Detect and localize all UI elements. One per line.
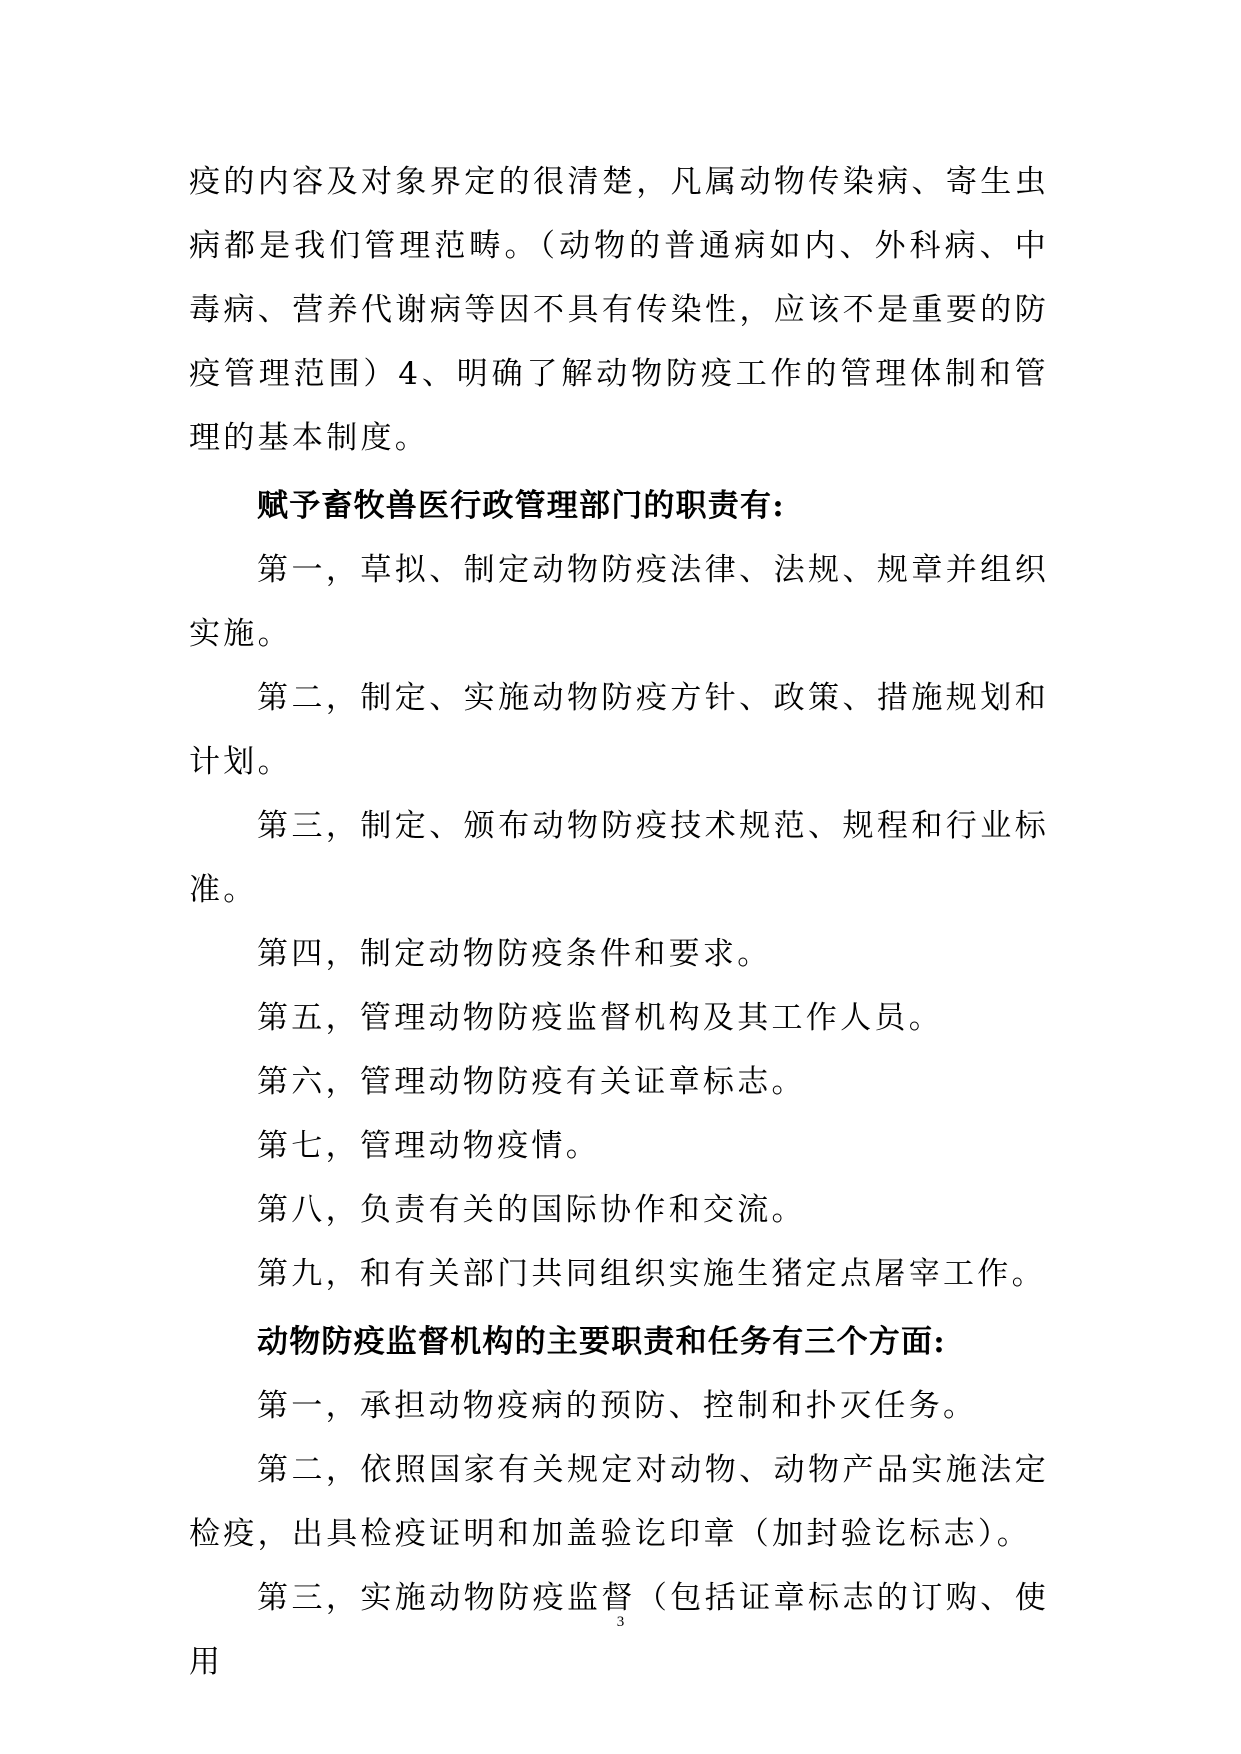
page-number: 3 <box>616 1614 625 1630</box>
paragraph-duty-7: 第七，管理动物疫情。 <box>257 1128 600 1164</box>
section-heading-livestock-admin-duties: 赋予畜牧兽医行政管理部门的职责有: <box>257 488 785 524</box>
paragraph-duty-9: 第九，和有关部门共同组织实施生猪定点屠宰工作。 <box>257 1256 1046 1292</box>
paragraph-duty-6: 第六，管理动物防疫有关证章标志。 <box>257 1064 806 1100</box>
paragraph-duty-8: 第八，负责有关的国际协作和交流。 <box>257 1192 806 1228</box>
paragraph-duty-2: 第二，制定、实施动物防疫方针、政策、措施规划和计划。 <box>189 680 1049 780</box>
paragraph-agency-task-1: 第一，承担动物疫病的预防、控制和扑灭任务。 <box>257 1388 978 1424</box>
paragraph-duty-3: 第三，制定、颁布动物防疫技术规范、规程和行业标准。 <box>189 808 1049 908</box>
paragraph-continuation: 疫的内容及对象界定的很清楚，凡属动物传染病、寄生虫病都是我们管理范畴。（动物的普通病如内、外科病、中毒病、营养代谢病等因不具有传染性，应该不是重要的防疫管理范围）4、明确了解动物防疫工作的管理体制和管理的基本制度。 <box>189 164 1049 456</box>
paragraph-duty-4: 第四，制定动物防疫条件和要求。 <box>257 936 772 972</box>
paragraph-duty-1: 第一，草拟、制定动物防疫法律、法规、规章并组织实施。 <box>189 552 1049 652</box>
paragraph-agency-task-3: 第三，实施动物防疫监督（包括证章标志的订购、使用 <box>189 1580 1049 1680</box>
paragraph-agency-task-2: 第二，依照国家有关规定对动物、动物产品实施法定检疫，出具检疫证明和加盖验讫印章（加封验讫标志）。 <box>189 1452 1049 1552</box>
section-heading-supervision-agency-duties: 动物防疫监督机构的主要职责和任务有三个方面: <box>257 1324 946 1360</box>
paragraph-duty-5: 第五，管理动物防疫监督机构及其工作人员。 <box>257 1000 943 1036</box>
document-body <box>189 150 1049 1694</box>
